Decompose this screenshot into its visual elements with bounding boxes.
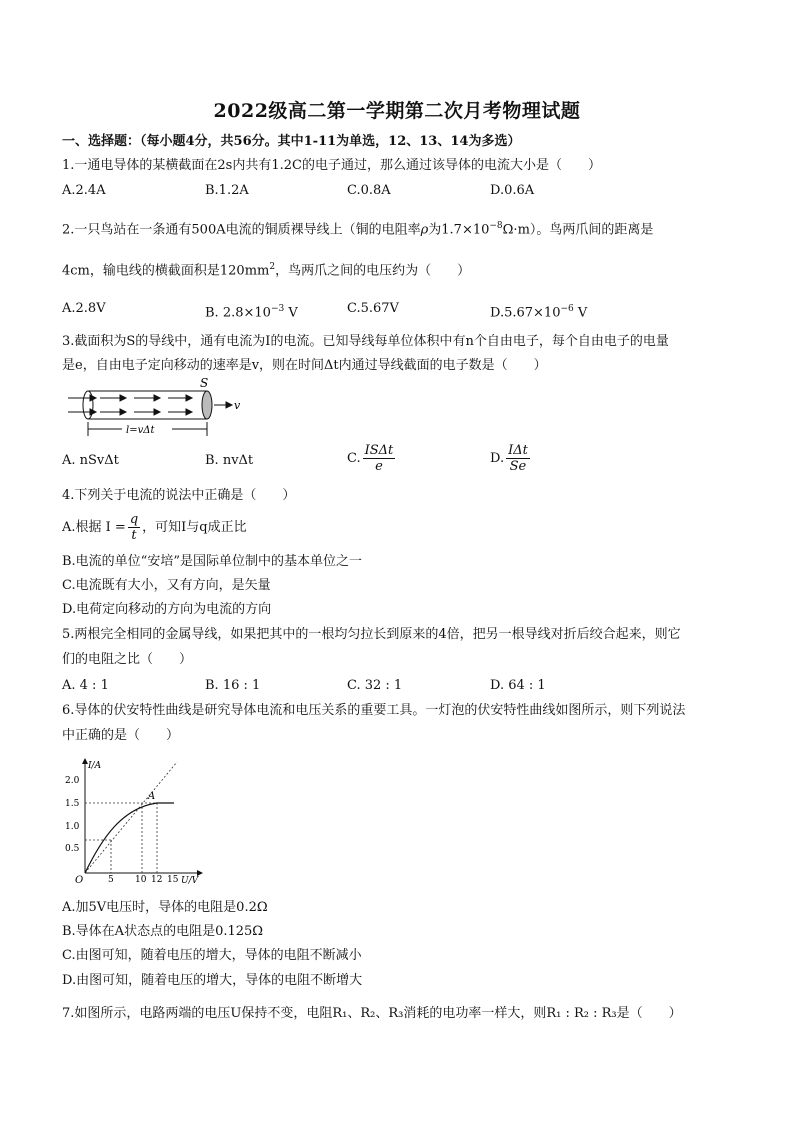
q5-option-b: B. 16 : 1 <box>205 678 261 693</box>
q4-option-a-fraction <box>128 512 140 543</box>
q3-option-c-denominator: e <box>375 459 383 474</box>
q2-option-b-text: B. 2.8×10 <box>205 305 271 321</box>
q4-option-a-post: ，可知I与q成正比 <box>142 520 247 535</box>
q4-option-a-denominator: t <box>131 528 137 543</box>
x-tick-5: 5 <box>108 875 114 885</box>
q2-stem-c: Ω·m）。鸟两爪间的距离是 <box>502 222 654 238</box>
q2-line2-b: ，鸟两爪之间的电压约为（ ） <box>275 263 471 279</box>
q1-option-a: A.2.4A <box>62 183 106 198</box>
q2-option-c: C.5.67V <box>347 301 399 316</box>
q2-line2-a: 4cm，输电线的横截面积是120mm <box>62 263 270 279</box>
y-tick-2.0: 2.0 <box>65 776 80 786</box>
q3-option-a: A. nSvΔt <box>62 453 119 468</box>
q6-stem-line1: 6.导体的伏安特性曲线是研究导体电流和电压关系的重要工具。一灯泡的伏安特性曲线如图所示，则下列说法 <box>62 703 686 718</box>
iv-curve-graph <box>62 758 212 888</box>
fig-label-length: l=vΔt <box>126 425 155 436</box>
q4-option-c: C.电流既有大小，又有方向，是矢量 <box>62 578 271 593</box>
q5-option-a: A. 4 : 1 <box>62 678 109 693</box>
q1-option-d: D.0.6A <box>490 183 535 198</box>
graph-origin: O <box>75 875 84 886</box>
q6-option-c: C.由图可知，随着电压的增大，导体的电阻不断减小 <box>62 948 362 963</box>
q6-option-b: B.导体在A状态点的电阻是0.125Ω <box>62 924 264 939</box>
graph-ylabel: I/A <box>88 761 102 771</box>
q5-option-c: C. 32 : 1 <box>347 678 403 693</box>
fig-label-v: v <box>234 399 241 412</box>
q3-option-d-denominator: Se <box>509 459 527 474</box>
q4-option-a <box>62 512 247 543</box>
iv-curve <box>85 803 174 873</box>
section-heading: 一、选择题：（每小题4分，共56分。其中1-11为单选，12、13、14为多选） <box>62 134 521 149</box>
q2-stem-a: 2.一只鸟站在一条通有500A电流的铜质裸导线上（铜的电阻率 <box>62 222 421 238</box>
q6-option-a: A.加5V电压时，导体的电阻是0.2Ω <box>62 900 268 915</box>
q1-option-b: B.1.2A <box>205 183 249 198</box>
q3-option-c-fraction <box>363 443 396 474</box>
q4-option-a-numerator: q <box>129 512 139 527</box>
q4-stem: 4.下列关于电流的说法中正确是（ ） <box>62 488 296 503</box>
q5-stem-line2: 们的电阻之比（ ） <box>62 652 193 667</box>
exam-title: 2022级高二第一学期第二次月考物理试题 <box>213 100 581 122</box>
q1-stem: 1.一通电导体的某横截面在2s内共有1.2C的电子通过，那么通过该导体的电流大小是（ ） <box>62 158 601 173</box>
point-a-label: A <box>148 791 156 802</box>
q1-option-c: C.0.8A <box>347 183 391 198</box>
q2-rho-exponent: −8 <box>489 221 503 231</box>
y-tick-1.5: 1.5 <box>65 799 80 809</box>
q2-option-b-exp: −3 <box>270 304 285 314</box>
q4-option-a-pre: A.根据 I = <box>62 520 126 535</box>
x-tick-12: 12 <box>151 875 163 885</box>
q3-option-d-fraction <box>506 443 530 474</box>
q3-stem-line2: 是e，自由电子定向移动的速率是v，则在时间Δt内通过导线截面的电子数是（ ） <box>62 358 547 373</box>
x-tick-10: 10 <box>135 875 147 885</box>
q2-option-b-unit: V <box>284 305 298 321</box>
q6-stem-line2: 中正确的是（ ） <box>62 728 180 743</box>
q3-option-d-prefix: D. <box>490 451 505 466</box>
q5-stem-line1: 5.两根完全相同的金属导线，如果把其中的一根均匀拉长到原来的4倍，把另一根导线对折后绞合起来，则它 <box>62 627 681 642</box>
conductor-figure <box>62 376 252 438</box>
y-tick-0.5: 0.5 <box>65 844 80 854</box>
q3-option-c-prefix: C. <box>347 451 361 466</box>
q4-option-d: D.电荷定向移动的方向为电流的方向 <box>62 602 272 617</box>
q2-option-d <box>490 300 587 322</box>
q2-stem-line2 <box>62 258 470 280</box>
q3-option-d-numerator: IΔt <box>508 443 528 458</box>
fig-label-s: S <box>200 376 209 390</box>
q4-option-b: B.电流的单位“安培”是国际单位制中的基本单位之一 <box>62 554 362 569</box>
q2-option-d-text: D.5.67×10 <box>490 305 561 321</box>
q2-stem-b: 为1.7×10 <box>428 222 490 238</box>
q3-option-c <box>347 443 397 474</box>
q7-stem: 7.如图所示，电路两端的电压U保持不变，电阻R₁、R₂、R₃消耗的电功率一样大，则R₁ : R₂ : R₃是（ ） <box>62 1006 682 1021</box>
q3-option-c-numerator: ISΔt <box>364 443 394 458</box>
q6-option-d: D.由图可知，随着电压的增大，导体的电阻不断增大 <box>62 973 363 988</box>
q5-option-d: D. 64 : 1 <box>490 678 546 693</box>
q2-option-b <box>205 300 298 322</box>
x-tick-15: 15 <box>167 875 179 885</box>
q2-option-d-exp: −6 <box>560 304 574 314</box>
graph-xlabel: U/V <box>181 876 199 886</box>
q2-option-a: A.2.8V <box>62 301 106 316</box>
q3-option-b: B. nvΔt <box>205 453 254 468</box>
q2-option-d-unit: V <box>573 305 588 321</box>
q2-stem-line1 <box>62 217 653 239</box>
q3-stem-line1: 3.截面积为S的导线中，通有电流为I的电流。已知导线每单位体积中有n个自由电子，每个自由电子的电量 <box>62 334 669 349</box>
q2-area-exponent: 2 <box>269 262 276 272</box>
y-tick-1.0: 1.0 <box>65 822 80 832</box>
q3-option-d <box>490 443 532 474</box>
rho-symbol: ρ <box>420 222 429 238</box>
